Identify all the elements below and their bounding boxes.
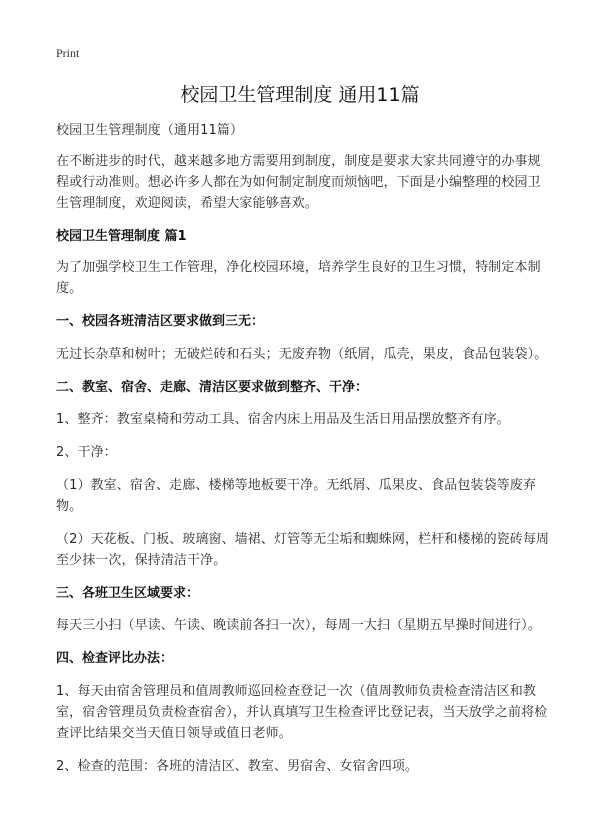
print-link[interactable]: Print xyxy=(56,46,80,60)
paragraph: 1、每天由宿舍管理员和值周教师巡回检查登记一次（值周教师负责检查清洁区和教室，宿舍管理员负责检查宿舍），并认真填写卫生检查评比登记表，当天放学之前将检查评比结果交当天值日领导或值日老师。 xyxy=(56,684,548,741)
paragraph: （2）天花板、门板、玻璃窗、墙裙、灯管等无尘垢和蜘蛛网，栏杆和楼梯的瓷砖每周至少抹一次，保持清洁干净。 xyxy=(56,532,550,568)
paragraph: 为了加强学校卫生工作管理，净化校园环境，培养学生良好的卫生习惯，特制定本制度。 xyxy=(56,260,541,296)
paragraph: 2、检查的范围：各班的清洁区、教室、男宿舍、女宿舍四项。 xyxy=(56,759,419,774)
intro-paragraph: 在不断进步的时代，越来越多地方需要用到制度，制度是要求大家共同遵守的办事规程或行动准则。想必许多人都在为如何制定制度而烦恼吧，下面是小编整理的校园卫生管理制度，欢迎阅读，希望大家能够喜欢。 xyxy=(56,154,541,211)
section-title: 校园卫生管理制度 篇1 xyxy=(56,229,187,244)
paragraph: 每天三小扫（早读、午读、晚读前各扫一次），每周一大扫（星期五早操时间进行）。 xyxy=(56,618,541,633)
paragraph: （1）教室、宿舍、走廊、楼梯等地板要干净。无纸屑、瓜果皮、食品包装袋等废弃物。 xyxy=(56,478,536,514)
intro-subtitle: 校园卫生管理制度（通用11篇） xyxy=(56,123,244,138)
document-body xyxy=(56,120,550,777)
page-title: 校园卫生管理制度 通用11篇 xyxy=(180,84,420,106)
paragraph: 1、整齐：教室桌椅和劳动工具、宿舍内床上用品及生活日用品摆放整齐有序。 xyxy=(56,412,510,427)
heading-4: 四、检查评比办法： xyxy=(56,651,174,666)
paragraph: 无过长杂草和树叶；无破烂砖和石头；无废弃物（纸屑，瓜壳，果皮，食品包装袋）。 xyxy=(56,347,548,362)
heading-2: 二、教室、宿舍、走廊、清洁区要求做到整齐、干净： xyxy=(56,380,369,395)
paragraph: 2、干净： xyxy=(56,445,117,460)
heading-3: 三、各班卫生区域要求： xyxy=(56,586,200,601)
heading-1: 一、校园各班清洁区要求做到三无： xyxy=(56,314,265,329)
